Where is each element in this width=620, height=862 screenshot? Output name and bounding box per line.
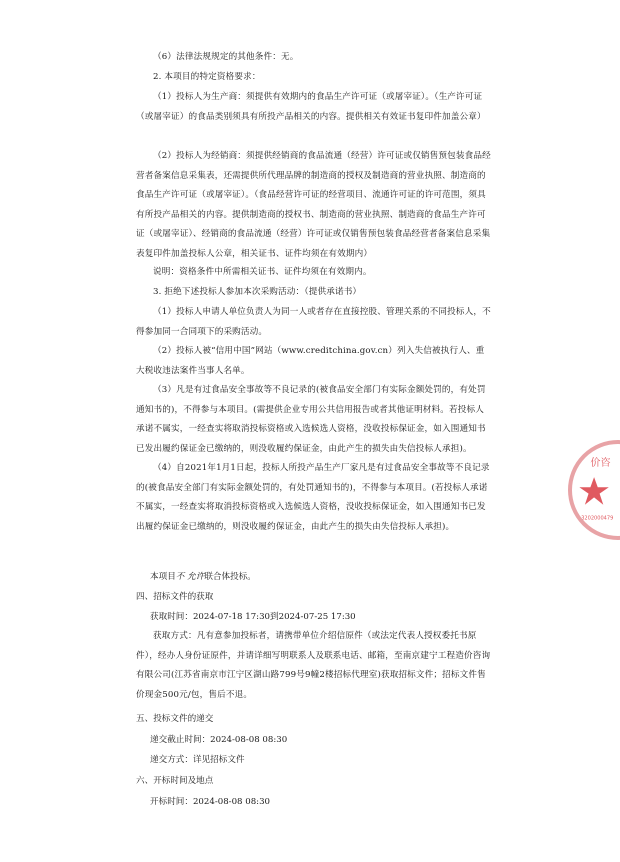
qualification-note: 说明：资格条件中所需相关证书、证件均须在有效期内。 (153, 267, 372, 277)
reject-item-4: （4）自2021年1月1日起，投标人所投产品生产厂家凡是有过食品安全事故等不良记录的(被食品安全部门有实际金额处罚的，有处罚通知书的)，不得参与本项目。(若投标人承诺不属实，一经查实将取消投标资格或入选候选人资格，没收投标保证金，如入围通知书已发出履约保证金已缴纳的，则没收履约保证金，由此产生的损失由失信投标人承担)。 (136, 463, 490, 532)
seal-graphic (572, 444, 620, 536)
submission-deadline: 递交截止时间：2024-08-08 08:30 (150, 735, 288, 745)
section-6-heading: 六、开标时间及地点 (136, 776, 214, 786)
requirement-producer: （1）投标人为生产商：须提供有效期内的食品生产许可证（或屠宰证）。（生产许可证（或屠宰证）的食品类别须具有所投产品相关的内容。提供相关有效证书复印件加盖公章） (136, 92, 486, 122)
section-5-heading: 五、投标文件的递交 (136, 714, 214, 724)
consortium-statement (150, 571, 256, 583)
submission-method: 递交方式：详见招标文件 (150, 755, 245, 765)
consortium-suffix: 联合体投标。 (204, 572, 256, 582)
seal-star-icon (579, 477, 608, 505)
reject-item-1: （1）投标人申请人单位负责人为同一人或者存在直接控股、管理关系的不同投标人，不得参加同一合同项下的采购活动。 (136, 307, 491, 337)
requirement-distributor: （2）投标人为经销商：须提供经销商的食品流通（经营）许可证或仅销售预包装食品经营者备案信息采集表，还需提供所代理品牌的制造商的授权及制造商的营业执照、制造商的食品生产许可证（或屠宰证）。（食品经营许可证的经营项目、流通许可证的许可范围，须具有所投产品相关的内容。提供制造商的授权书、制造商的营业执照、制造商的食品生产许可证（或屠宰证）、经销商的食品流通（经营）许可证或仅销售预包装食品经营者备案信息采集表复印件加盖投标人公章，相关证书、证件均须在有效期内） (136, 151, 491, 259)
obtain-time: 获取时间：2024-07-18 17:30到2024-07-25 17:30 (150, 612, 356, 622)
consortium-not-allowed: 不 允许 (175, 572, 205, 582)
para-legal-conditions: （6）法律法规规定的其他条件：无。 (153, 52, 299, 62)
heading-specific-requirements: 2. 本项目的特定资格要求： (153, 72, 261, 82)
seal-text-bottom: 3202000479 (581, 515, 614, 522)
seal-text-top: 价咨 (590, 458, 611, 470)
opening-time: 开标时间：2024-08-08 08:30 (150, 797, 271, 807)
obtain-method: 获取方式：凡有意参加投标者，请携带单位介绍信原件（或法定代表人授权委托书原件），经办人身份证原件，并请详细写明联系人及联系电话、邮箱，至南京建宁工程造价咨询有限公司(江苏省南京市江宁区湖山路799号9幢2楼招标代理室)获取招标文件；招标文件售价现金500元/包，售后不退。 (136, 631, 491, 700)
heading-rejected-bidders: 3. 拒绝下述投标人参加本次采购活动：（提供承诺书） (153, 287, 362, 297)
reject-item-3: （3）凡是有过食品安全事故等不良记录的(被食品安全部门有实际金额处罚的，有处罚通知书的)，不得参与本项目。(需提供企业专用公共信用报告或者其他证明材料。若投标人承诺不属实，一经查实将取消投标资格或入选候选人资格，没收投标保证金，如入围通知书已发出履约保证金已缴纳的，则没收履约保证金，由此产生的损失由失信投标人承担)。 (136, 385, 486, 454)
company-seal (568, 440, 620, 540)
section-4-heading: 四、招标文件的获取 (136, 592, 214, 602)
reject-item-2: （2）投标人被“信用中国”网站（www.creditchina.gov.cn）列入失信被执行人、重大税收违法案件当事人名单。 (136, 346, 485, 376)
consortium-prefix: 本项目 (150, 572, 176, 582)
